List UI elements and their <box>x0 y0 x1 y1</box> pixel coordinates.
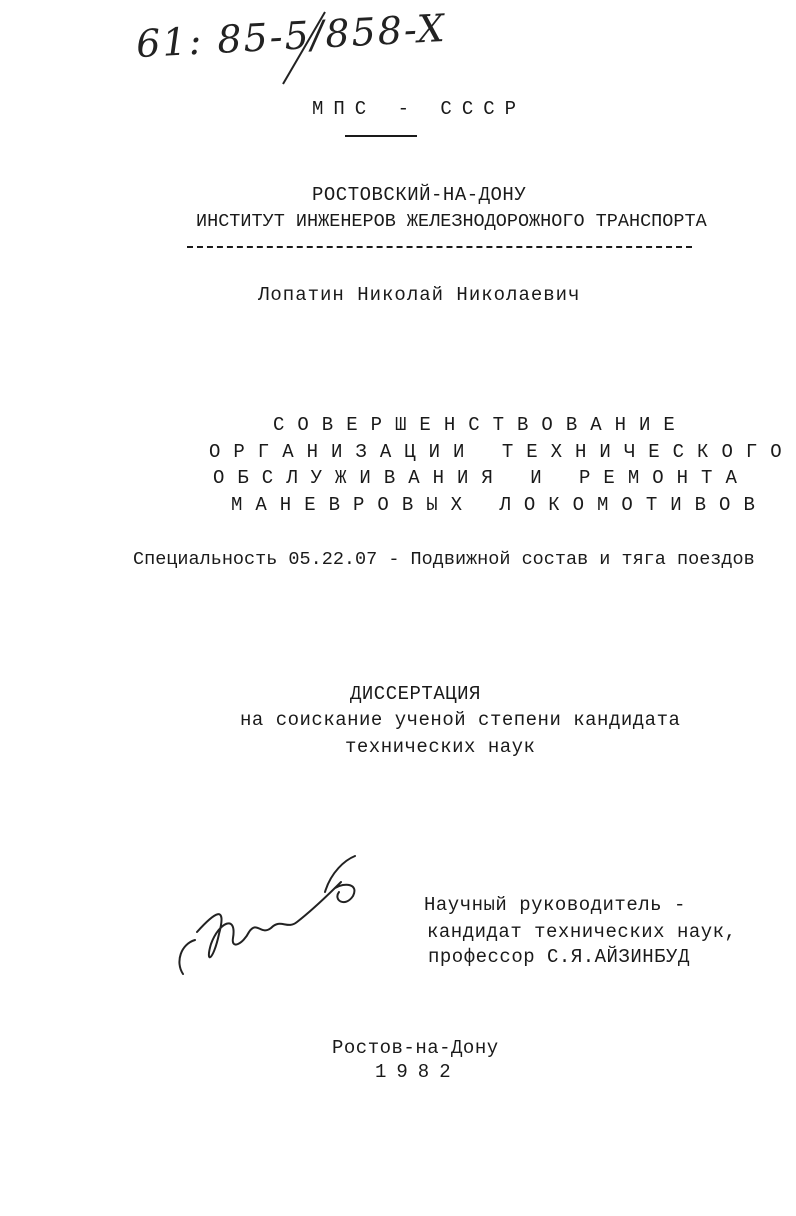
supervisor-degree: кандидат технических наук, <box>427 921 737 943</box>
ministry-underline <box>345 135 417 137</box>
title-line-2: ОРГАНИЗАЦИИ ТЕХНИЧЕСКОГО <box>209 441 795 463</box>
handwritten-archive-code: 61: 85-5/858-X <box>135 5 448 67</box>
title-line-3: ОБСЛУЖИВАНИЯ И РЕМОНТА <box>213 467 750 489</box>
year: 1982 <box>375 1061 461 1083</box>
title-line-4: МАНЕВРОВЫХ ЛОКОМОТИВОВ <box>231 494 768 516</box>
dissertation-heading: ДИССЕРТАЦИЯ <box>350 683 481 705</box>
supervisor-title: Научный руководитель - <box>424 894 686 916</box>
dissertation-degree-line: на соискание ученой степени кандидата <box>240 709 681 731</box>
ministry-header: МПС - СССР <box>312 98 527 120</box>
supervisor-signature <box>175 852 375 982</box>
institute-name: ИНСТИТУТ ИНЖЕНЕРОВ ЖЕЛЕЗНОДОРОЖНОГО ТРАНСПОРТА <box>196 211 707 232</box>
city: Ростов-на-Дону <box>332 1037 499 1059</box>
handwritten-slash-stroke <box>275 10 335 90</box>
institute-underline <box>187 246 692 248</box>
title-line-1: СОВЕРШЕНСТВОВАНИЕ <box>273 414 688 436</box>
supervisor-name: профессор С.Я.АЙЗИНБУД <box>428 946 690 968</box>
specialty-line: Специальность 05.22.07 - Подвижной состав и тяга поездов <box>133 549 755 570</box>
institute-city: РОСТОВСКИЙ-НА-ДОНУ <box>312 184 527 206</box>
author-name: Лопатин Николай Николаевич <box>258 284 581 306</box>
dissertation-field-line: технических наук <box>345 736 536 758</box>
